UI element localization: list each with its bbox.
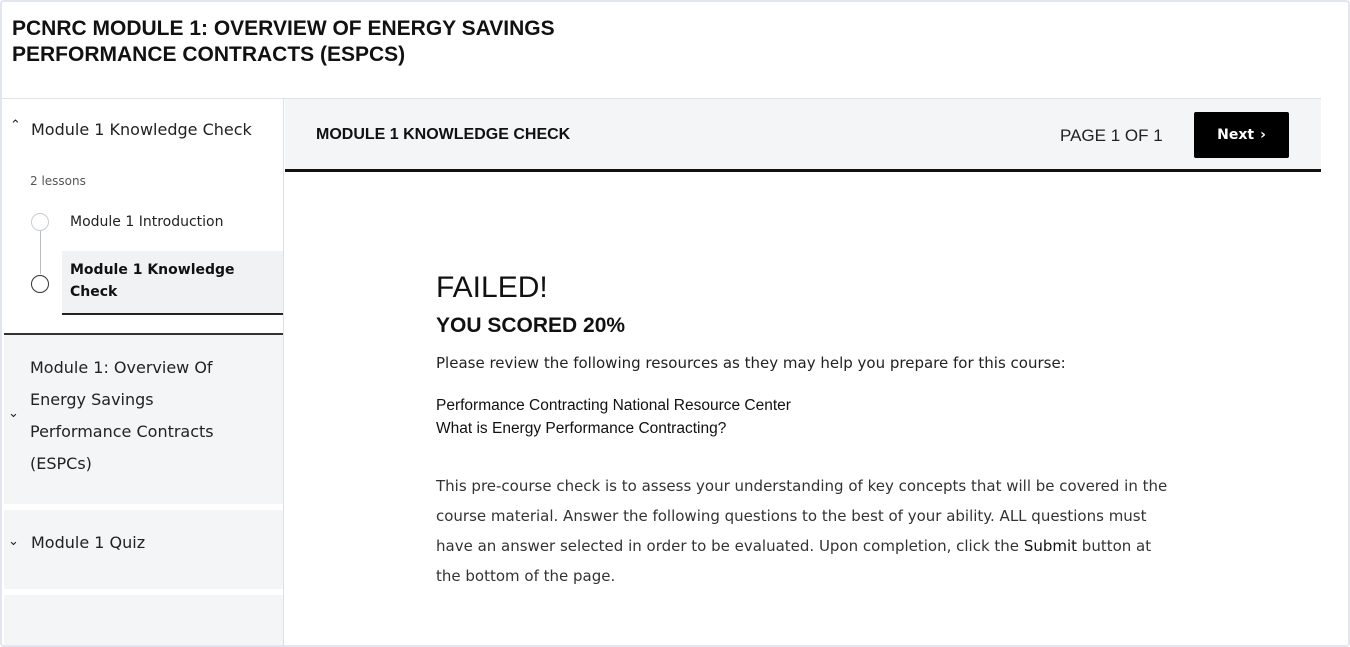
sidebar-section-overview[interactable]: Module 1: Overview Of Energy Savings Performance Contracts (ESPCs): [30, 358, 214, 473]
result-status: FAILED!: [436, 271, 548, 304]
instructions-text: This pre-course check is to assess your understanding of key concepts that will be covered in the course material. Answer the following questions to the best of your ability. ALL questions must have an answer selected in order to be evaluated. Upon completion, click the: [436, 477, 1168, 555]
chevron-up-icon[interactable]: ⌃: [10, 118, 21, 133]
section-divider: [4, 333, 283, 335]
lesson-connector: [40, 230, 41, 274]
sidebar: [4, 99, 284, 647]
review-message: Please review the following resources as they may help you prepare for this course:: [436, 354, 1066, 372]
sidebar-lesson-introduction[interactable]: Module 1 Introduction: [70, 214, 224, 230]
lesson-header-bar: [285, 99, 1321, 172]
right-gutter: [1321, 98, 1350, 647]
chevron-down-icon[interactable]: ⌄: [8, 534, 19, 549]
next-button-label: Next: [1217, 127, 1255, 143]
section-divider: [4, 504, 283, 510]
resource-link-epc[interactable]: What is Energy Performance Contracting?: [436, 420, 727, 437]
chevron-right-icon: ›: [1260, 127, 1266, 143]
lesson-count: 2 lessons: [30, 174, 86, 188]
page-indicator: PAGE 1 OF 1: [1060, 126, 1163, 145]
submit-emphasis: Submit: [1023, 537, 1078, 555]
resource-link-pcnrc[interactable]: Performance Contracting National Resource Center: [436, 397, 791, 414]
sidebar-section-title[interactable]: Module 1 Knowledge Check: [31, 120, 252, 139]
result-score: YOU SCORED 20%: [436, 314, 626, 337]
incomplete-circle-icon: [31, 213, 49, 231]
lesson-title: MODULE 1 KNOWLEDGE CHECK: [316, 126, 571, 143]
instructions-text-end: button at the bottom of the page.: [436, 537, 1152, 585]
current-lesson-circle-icon: [31, 275, 49, 293]
sidebar-section-knowledge-check: [4, 99, 283, 334]
instructions-paragraph: [436, 471, 1176, 591]
next-button[interactable]: [1194, 112, 1289, 158]
result-content: [436, 270, 1176, 591]
chevron-down-icon[interactable]: ⌄: [8, 406, 19, 421]
section-divider: [4, 589, 283, 595]
course-title: PCNRC MODULE 1: OVERVIEW OF ENERGY SAVINGS PERFORMANCE CONTRACTS (ESPCS): [12, 17, 555, 66]
sidebar-section-quiz[interactable]: Module 1 Quiz: [31, 533, 146, 552]
resource-links: [436, 394, 1176, 440]
sidebar-lesson-knowledge-check[interactable]: Module 1 Knowledge Check: [70, 262, 235, 300]
